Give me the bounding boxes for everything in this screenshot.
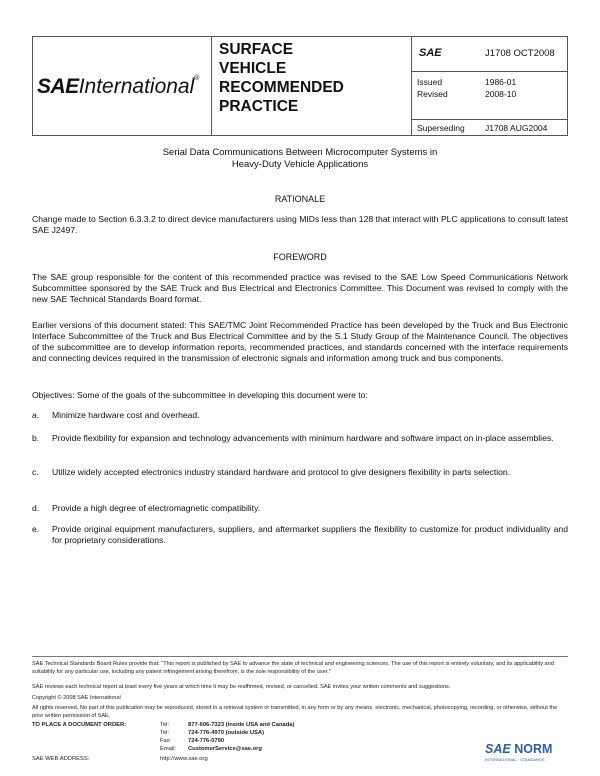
foreword-paragraph-1: The SAE group responsible for the content of this recommended practice was revised to the SAE Low Speed Communications Network Subcommittee sponsored by the SAE Truck and Bus Electrical and Electronics Committee. This Document was revised to comply with the new SAE Technical Standards Board format. [32,272,568,304]
document-number: J1708 OCT2008 [485,48,555,59]
document-header [32,36,568,136]
footer-divider [32,656,568,657]
list-marker: e. [32,524,40,534]
tel-value: 877-606-7323 (inside USA and Canada) [188,722,295,728]
subject-line-2: Heavy-Duty Vehicle Applications [231,159,369,170]
watermark-norm: NORM [514,742,553,756]
logo-cell [33,37,212,135]
doc-type [219,40,409,116]
foreword-paragraph-2: Earlier versions of this document stated: This SAE/TMC Joint Recommended Practice has been developed by the Truck and Bus Electronic Interface Subcommittee of the Truck and Bus Electrical Committee and by the S.1 Study Group of the Maintenance Council. The objectives of the subcommittee are to develop information reports, recommended practices, and standards concerned with the interface requirements and connecting devices required in the transmission of electronic signals and information among truck and bus components. [32,320,568,363]
web-label: SAE WEB ADDRESS: [32,756,90,762]
doc-type-line: PRACTICE [219,98,299,115]
rationale-heading: RATIONALE [274,194,326,204]
email-label: Email: [160,746,177,752]
list-text: Minimize hardware cost and overhead. [52,410,200,420]
logo-sae-text: SAE [37,75,79,98]
fax-value: 724-776-0790 [188,738,225,744]
doc-type-cell [211,37,412,135]
list-text: Provide original equipment manufacturers, suppliers, and aftermarket suppliers the flexibility to customize for product individuality and for proprietary considerations. [52,524,568,545]
list-text: Provide flexibility for expansion and technology advancements with minimum hardware and software impact on in-place assemblies. [52,433,554,443]
watermark-subtext: INTERNATIONAL · STANDARDS [485,757,545,762]
tel2-label: Tel: [160,730,170,736]
tel2-value: 724-776-4970 (outside USA) [188,730,265,736]
list-marker: a. [32,410,40,420]
footer-review-note: SAE reviews each technical report at least every five years at which time it may be reaffirmed, revised, or cancelled. SAE invites your written comments and suggestions. [32,684,451,690]
foreword-heading: FOREWORD [273,252,327,262]
subject-line-1: Serial Data Communications Between Microcomputer Systems in [162,147,438,158]
sae-norm-watermark [485,742,552,756]
meta-cell [411,37,567,135]
tel-label: Tel: [160,722,170,728]
footer-rights: All rights reserved. No part of this publication may be reproduced, stored in a retrieval system or transmitted, in any form or by any means, electronic, mechanical, photocopying, recording, or otherwise, without the prior written permission of SAE. [32,705,558,719]
logo-trademark: ® [194,75,200,82]
rationale-text: Change made to Section 6.3.3.2 to direct device manufacturers using MIDs less than 128 that interact with PLC applications to consult latest SAE J2497. [32,214,568,235]
web-link[interactable]: http://www.sae.org [160,756,208,762]
document-subject [32,147,568,171]
issued-label: Issued [417,77,443,87]
revised-label: Revised [417,89,448,99]
superseding-label: Superseding [417,123,465,133]
list-marker: d. [32,503,40,513]
doc-type-line: RECOMMENDED [219,79,344,96]
logo-international-text: International [78,75,195,98]
watermark-sae: SAE [485,742,511,756]
superseding-row [411,119,567,135]
doc-number-row [411,37,567,72]
list-text: Provide a high degree of electromagnetic compatibility. [52,503,261,513]
dates-block [411,71,567,120]
order-label: TO PLACE A DOCUMENT ORDER: [32,722,127,728]
list-marker: b. [32,433,40,443]
sae-mini-logo: SAE [419,47,442,59]
list-text: Utilize widely accepted electronics industry standard hardware and protocol to give designers flexibility in parts selection. [52,467,511,477]
revised-value: 2008-10 [485,89,517,99]
fax-label: Fax: [160,738,172,744]
sae-international-logo [37,75,199,99]
email-link[interactable]: CustomerService@sae.org [188,746,262,752]
list-marker: c. [32,467,39,477]
footer-copyright: Copyright © 2008 SAE International [32,695,121,701]
objectives-intro: Objectives: Some of the goals of the subcommittee in developing this document were to: [32,390,368,400]
doc-type-line: SURFACE [219,41,294,58]
issued-value: 1986-01 [485,77,517,87]
doc-type-line: VEHICLE [219,60,287,77]
superseding-value: J1708 AUG2004 [485,123,548,133]
footer-tsb-rules: SAE Technical Standards Board Rules provide that: "This report is published by SAE to advance the state of technical and engineering sciences. The use of this report is entirely voluntary, and its applicability and suitability for any particular use, including any patent infringement arising therefrom, is the sole responsibility of the user." [32,661,554,675]
